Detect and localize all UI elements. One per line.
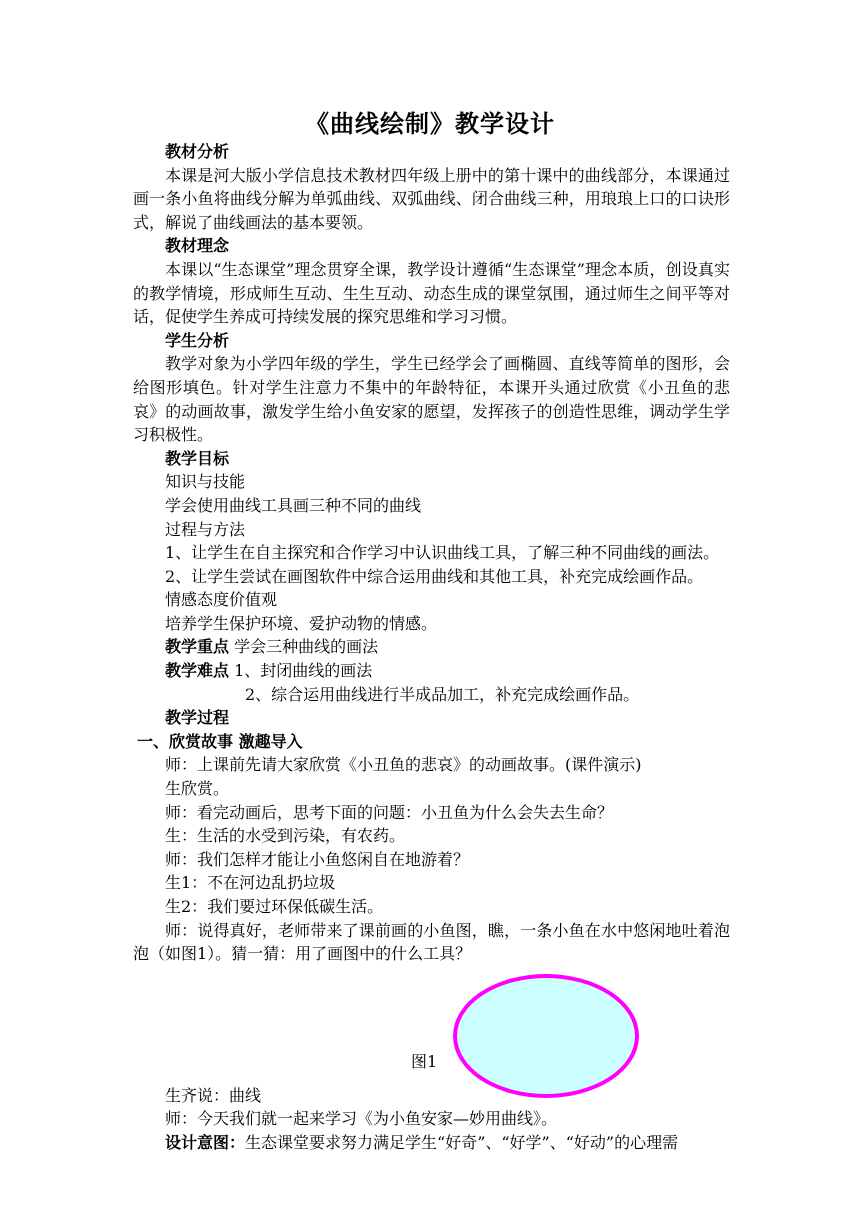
key-point-text: 学会三种曲线的画法 (234, 637, 379, 657)
difficulty-label: 教学难点 (165, 661, 230, 681)
goal-attitude-text: 培养学生保护环境、爱护动物的情感。 (165, 613, 438, 633)
dialogue-line: 师：看完动画后，思考下面的问题：小丑鱼为什么会失去生命？ (165, 802, 614, 822)
difficulty-item-2: 2、综合运用曲线进行半成品加工，补充完成绘画作品。 (245, 684, 640, 704)
dialogue-paragraph: 师：说得真好，老师带来了课前画的小鱼图，瞧，一条小鱼在水中悠闲地吐着泡泡（如图1）。猜一猜：用了画图中的什么工具？ (133, 920, 730, 964)
paragraph-material-analysis: 本课是河大版小学信息技术教材四年级上册中的第十课中的曲线部分，本课通过画一条小鱼将曲线分解为单弧曲线、双弧曲线、闭合曲线三种，用琅琅上口的口诀形式，解说了曲线画法的基本要领。 (133, 165, 730, 232)
goal-attitude-heading: 情感态度价值观 (165, 590, 278, 610)
page-title: 《曲线绘制》教学设计 (305, 109, 555, 138)
design-intent-text: 生态课堂要求努力满足学生“好奇”、“好学”、“好动”的心理需 (245, 1132, 679, 1152)
heading-goals: 教学目标 (165, 448, 230, 468)
dialogue-line: 师：上课前先请大家欣赏《小丑鱼的悲哀》的动画故事。(课件演示) (165, 755, 642, 775)
teacher-line: 师：今天我们就一起来学习《为小鱼安家—妙用曲线》。 (165, 1109, 558, 1129)
goal-process-item-1: 1、让学生在自主探究和合作学习中认识曲线工具，了解三种不同曲线的画法。 (165, 543, 720, 563)
figure-caption: 图1 (411, 1051, 438, 1071)
goal-process-heading: 过程与方法 (165, 519, 246, 539)
heading-material-analysis: 教材分析 (165, 142, 230, 161)
goal-knowledge-text: 学会使用曲线工具画三种不同的曲线 (165, 495, 422, 515)
answer-line: 生齐说：曲线 (165, 1085, 262, 1105)
step-1-heading: 一、欣赏故事 激趣导入 (137, 731, 303, 751)
goal-process-item-2: 2、让学生尝试在画图软件中综合运用曲线和其他工具，补充完成绘画作品。 (165, 566, 704, 586)
dialogue-line: 师：我们怎样才能让小鱼悠闲自在地游着？ (165, 849, 470, 869)
dialogue-line: 生2：我们要过环保低碳生活。 (165, 897, 384, 916)
paragraph-student-analysis: 教学对象为小学四年级的学生，学生已经学会了画椭圆、直线等简单的图形，会给图形填色。针对学生注意力不集中的年龄特征，本课开头通过欣赏《小丑鱼的悲哀》的动画故事，激发学生给小鱼安家的愿望，发挥孩子的创造性思维，调动学生学习积极性。 (133, 354, 730, 445)
difficulty-item-1: 1、封闭曲线的画法 (234, 661, 373, 681)
fish-ellipse-shape (453, 974, 639, 1098)
goal-knowledge-heading: 知识与技能 (165, 472, 246, 492)
heading-material-concept: 教材理念 (165, 236, 230, 256)
design-intent-row (133, 1131, 730, 1155)
heading-process: 教学过程 (165, 708, 230, 728)
paragraph-material-concept: 本课以“生态课堂”理念贯穿全课，教学设计遵循“生态课堂”理念本质，创设真实的教学情境，形成师生互动、生生互动、动态生成的课堂氛围，通过师生之间平等对话，促使学生养成可持续发展的探究思维和学习习惯。 (133, 259, 730, 327)
difficulty-row (133, 659, 730, 683)
heading-student-analysis: 学生分析 (165, 330, 230, 350)
dialogue-line: 生1：不在河边乱扔垃圾 (165, 873, 336, 893)
key-point-row (133, 635, 730, 659)
figure-1 (133, 966, 730, 1084)
design-intent-label: 设计意图： (165, 1132, 246, 1152)
document-body (133, 140, 730, 1155)
key-point-label: 教学重点 (165, 637, 230, 657)
dialogue-line: 生欣赏。 (165, 779, 230, 799)
dialogue-line: 生：生活的水受到污染，有农药。 (165, 826, 406, 846)
